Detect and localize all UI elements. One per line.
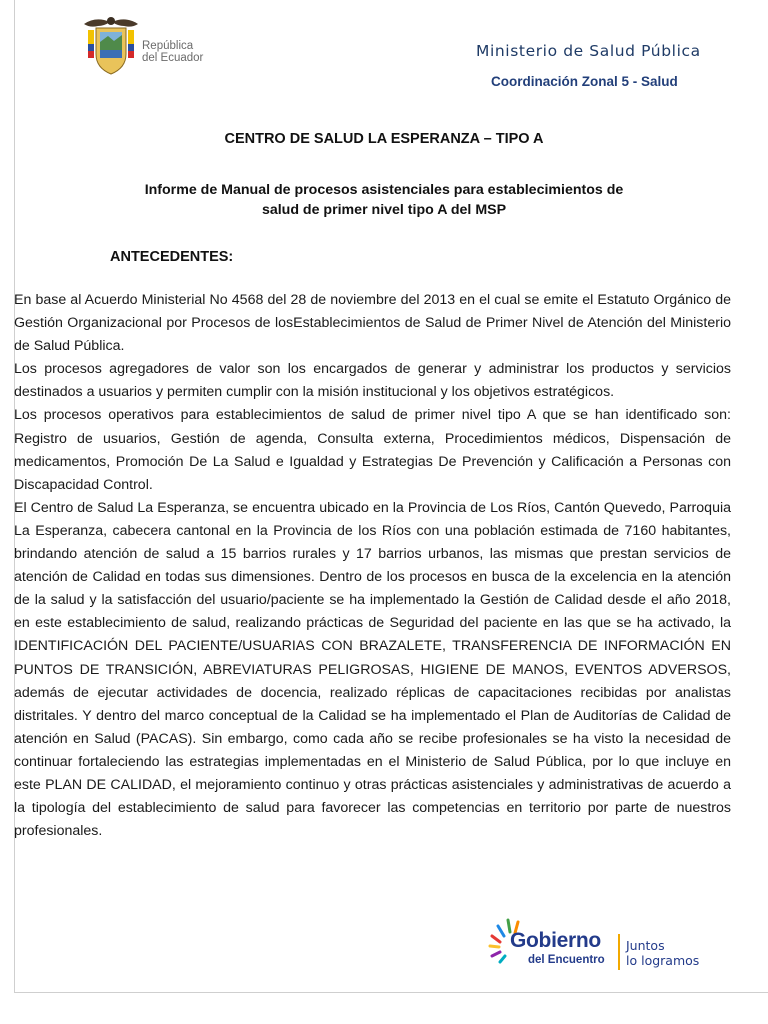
coordination-name: Coordinación Zonal 5 - Salud bbox=[491, 74, 678, 89]
paragraph: En base al Acuerdo Ministerial No 4568 del 28 de noviembre del 2013 en el cual se emite el Estatuto Orgánico de Gestión Organizacional por Procesos de losEstablecimientos de Salud de Primer Nivel de Atención del Ministerio de Salud Pública. bbox=[14, 292, 731, 355]
logo-text bbox=[142, 40, 203, 64]
footer-divider bbox=[618, 934, 620, 970]
document-subtitle-line1: Informe de Manual de procesos asistenciales para establecimientos de bbox=[144, 182, 624, 198]
body-text bbox=[14, 289, 731, 843]
logo-text-line1: República bbox=[142, 40, 194, 52]
document-title: CENTRO DE SALUD LA ESPERANZA – TIPO A bbox=[224, 131, 544, 147]
section-heading: ANTECEDENTES: bbox=[110, 249, 234, 265]
brand-sub: del Encuentro bbox=[528, 954, 605, 966]
slogan bbox=[626, 938, 699, 968]
paragraph: Los procesos agregadores de valor son los encargados de generar y administrar los productos y servicios destinados a usuarios y permiten cumplir con la misión institucional y los objetivos estratégicos. bbox=[14, 361, 731, 401]
paragraph: El Centro de Salud La Esperanza, se encuentra ubicado en la Provincia de Los Ríos, Cantón Quevedo, Parroquia La Esperanza, cabecera cantonal en la Provincia de los Ríos con una población estimada de 7160 habitantes, brindando atención de salud a 15 barrios rurales y 17 barrios urbanos, las mismas que prestan servicios de atención de Calidad en todas sus dimensiones. Dentro de los procesos en busca de la excelencia en la atención de la salud y la satisfacción del usuario/paciente se ha implementado la Gestión de Calidad desde el año 2018, en este establecimiento de salud, realizando prácticas de Seguridad del paciente en las que se ha activado, la IDENTIFICACIÓN DEL PACIENTE/USUARIAS CON BRAZALETE, TRANSFERENCIA DE INFORMACIÓN EN PUNTOS DE TRANSICIÓN, ABREVIATURAS PELIGROSAS, HIGIENE DE MANOS, EVENTOS ADVERSOS, además de ejecutar actividades de docencia, realizado réplicas de capacitaciones recibidas por analistas distritales. Y dentro del marco conceptual de la Calidad se ha implementado el Plan de Auditorías de Calidad de atención en Salud (PACAS). Sin embargo, como cada año se recibe profesionales se ha visto la necesidad de continuar fortaleciendo las estrategias implementadas en el Ministerio de Salud Pública, por lo que incluye en este PLAN DE CALIDAD, el mejoramiento continuo y otras prácticas asistenciales y administrativas de acuerdo a la tipología del establecimiento de salud para favorecer las competencias en territorio por parte de nuestros profesionales. bbox=[14, 499, 731, 840]
logo-text-line2: del Ecuador bbox=[142, 52, 204, 64]
paragraph: Los procesos operativos para establecimientos de salud de primer nivel tipo A que se han identificado son: Registro de usuarios, Gestión de agenda, Consulta externa, Procedimientos médicos, Dispensación de medicamentos, Promoción De La Salud e Igualdad y Estrategias De Prevención y Calificación a Personas con Discapacidad Control. bbox=[14, 407, 731, 493]
document-subtitle-line2: salud de primer nivel tipo A del MSP bbox=[261, 202, 507, 218]
document-subtitle bbox=[100, 180, 668, 220]
slogan-line1: Juntos bbox=[626, 938, 665, 953]
brand-main: Gobierno bbox=[510, 929, 601, 952]
slogan-line2: lo logramos bbox=[626, 953, 700, 968]
ministry-name: Ministerio de Salud Pública bbox=[476, 42, 701, 60]
